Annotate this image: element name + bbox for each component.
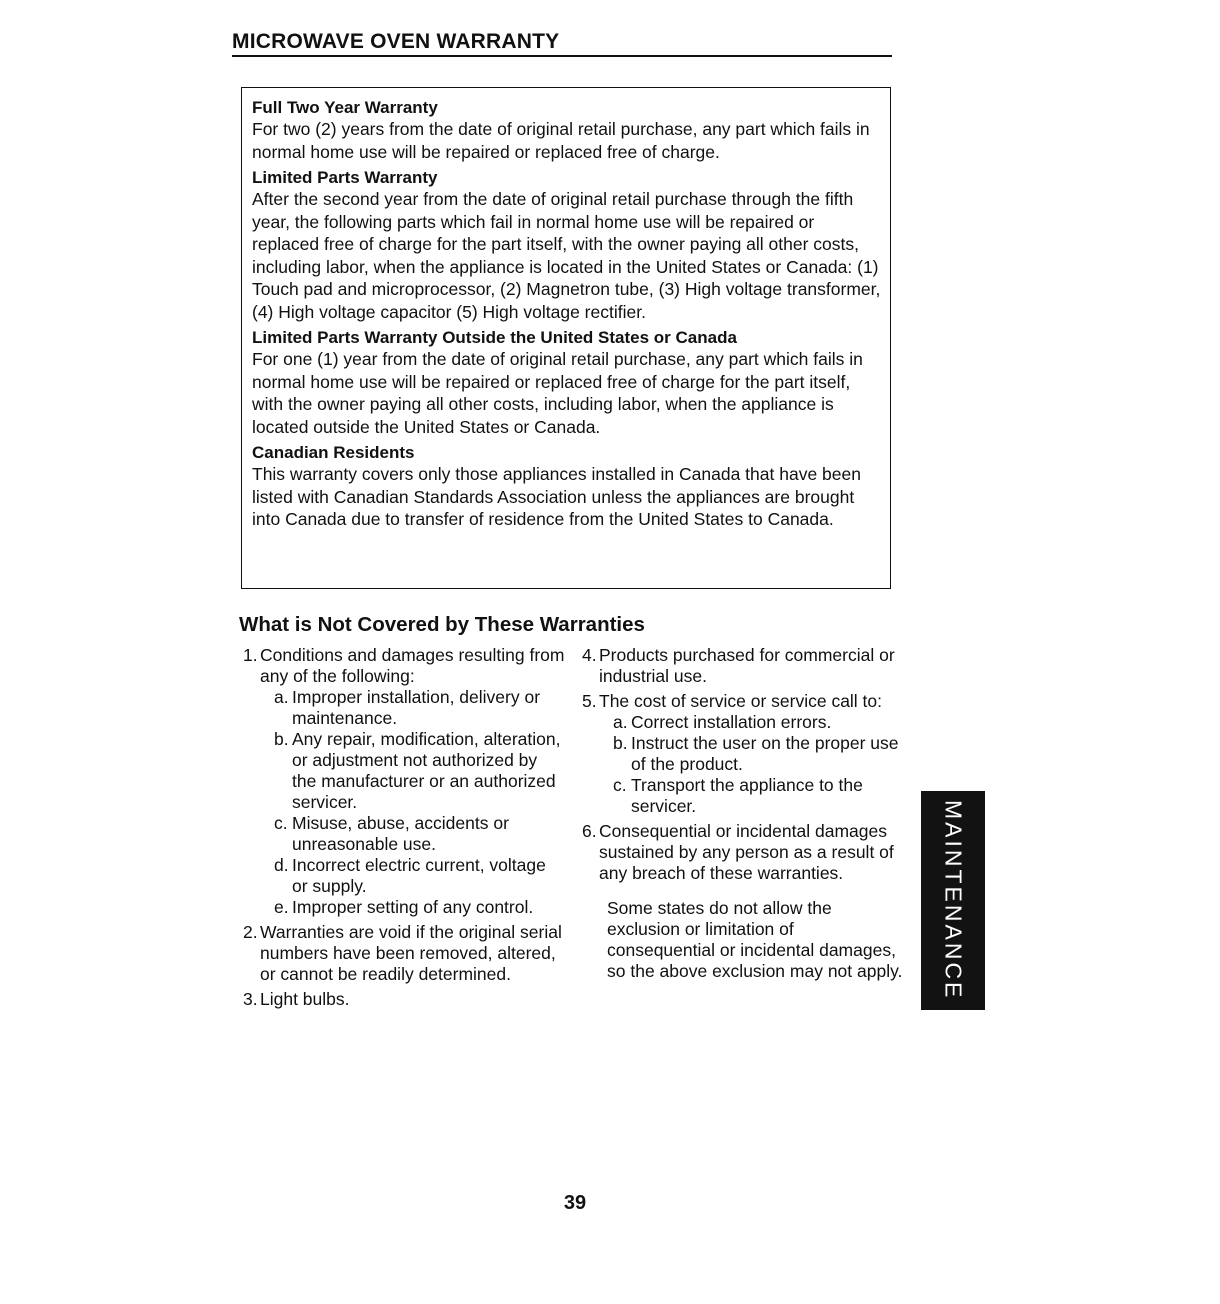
sub-item	[260, 897, 565, 918]
section-heading: Full Two Year Warranty	[252, 98, 438, 117]
item-text: Warranties are void if the original serial numbers have been removed, altered, or cannot be readily determined.	[260, 922, 562, 984]
side-tab-label: MAINTENANCE	[940, 800, 967, 1001]
list-item	[582, 821, 904, 884]
sub-item	[260, 729, 565, 813]
item-text: Light bulbs.	[260, 989, 350, 1009]
sub-item	[260, 813, 565, 855]
warranty-box	[241, 87, 891, 589]
sub-item	[599, 775, 904, 817]
warranty-section-outside-us-canada	[252, 328, 882, 438]
item-number: 4.	[582, 645, 597, 665]
sub-item-text: Misuse, abuse, accidents or unreasonable use.	[292, 813, 509, 854]
section-body: After the second year from the date of original retail purchase through the fifth year, the following parts which fail in normal home use will be repaired or replaced free of charge for the part itself, with the owner paying all other costs, including labor, when the appliance is located in the United States or Canada: (1) Touch pad and microprocessor, (2) Magnetron tube, (3) High voltage transformer, (4) High voltage capacitor (5) High voltage rectifier.	[252, 189, 881, 322]
sub-item-letter: b.	[613, 733, 628, 753]
sub-item-text: Improper installation, delivery or maintenance.	[292, 687, 541, 728]
sub-item-text: Any repair, modification, alteration, or adjustment not authorized by the manufacturer or an authorized servicer.	[292, 729, 561, 812]
item-text: Conditions and damages resulting from any of the following:	[260, 645, 565, 686]
sub-item-letter: c.	[274, 813, 288, 833]
sub-item	[260, 687, 565, 729]
warranty-section-canadian-residents	[252, 443, 882, 531]
sub-item-letter: e.	[274, 897, 289, 917]
list-item	[243, 989, 565, 1010]
item-text: Consequential or incidental damages sustained by any person as a result of any breach of these warranties.	[599, 821, 894, 883]
list-item	[243, 645, 565, 918]
item-number: 2.	[243, 922, 258, 942]
not-covered-heading: What is Not Covered by These Warranties	[239, 613, 645, 636]
section-body: This warranty covers only those appliances installed in Canada that have been listed with Canadian Standards Association unless the appliances are brought into Canada due to transfer of residence from the United States to Canada.	[252, 464, 861, 529]
exclusion-note: Some states do not allow the exclusion or limitation of consequential or incidental damages, so the above exclusion may not apply.	[607, 898, 903, 981]
not-covered-left-column	[243, 645, 565, 1014]
item-number: 6.	[582, 821, 597, 841]
section-heading: Canadian Residents	[252, 443, 415, 462]
sub-item	[599, 733, 904, 775]
item-number: 5.	[582, 691, 597, 711]
section-body: For one (1) year from the date of original retail purchase, any part which fails in normal home use will be repaired or replaced free of charge for the part itself, with the owner paying all other costs, including labor, when the appliance is located outside the United States or Canada.	[252, 349, 863, 437]
page-title: MICROWAVE OVEN WARRANTY	[232, 30, 560, 53]
list-item	[582, 691, 904, 817]
item-number: 3.	[243, 989, 258, 1009]
warranty-section-limited-parts	[252, 168, 882, 323]
list-item	[582, 645, 904, 687]
sub-item-letter: c.	[613, 775, 627, 795]
list-item	[243, 922, 565, 985]
item-text: Products purchased for commercial or industrial use.	[599, 645, 895, 686]
sub-item-text: Incorrect electric current, voltage or supply.	[292, 855, 546, 896]
sub-item-text: Improper setting of any control.	[292, 897, 534, 917]
sub-item-letter: d.	[274, 855, 289, 875]
page-number: 39	[563, 1192, 587, 1214]
item-text: The cost of service or service call to:	[599, 691, 883, 711]
sub-item	[599, 712, 904, 733]
section-heading: Limited Parts Warranty Outside the United States or Canada	[252, 328, 737, 347]
sub-item-text: Transport the appliance to the servicer.	[631, 775, 863, 816]
sub-item	[260, 855, 565, 897]
title-divider	[232, 55, 892, 57]
section-heading: Limited Parts Warranty	[252, 168, 438, 187]
not-covered-right-column	[582, 645, 904, 982]
sub-item-letter: a.	[613, 712, 628, 732]
sub-item-letter: a.	[274, 687, 289, 707]
warranty-section-full-two-year	[252, 98, 882, 163]
sub-item-letter: b.	[274, 729, 289, 749]
sub-item-text: Correct installation errors.	[631, 712, 832, 732]
item-number: 1.	[243, 645, 258, 665]
sub-item-text: Instruct the user on the proper use of the product.	[631, 733, 899, 774]
section-body: For two (2) years from the date of original retail purchase, any part which fails in normal home use will be repaired or replaced free of charge.	[252, 119, 870, 162]
maintenance-side-tab	[921, 791, 985, 1010]
